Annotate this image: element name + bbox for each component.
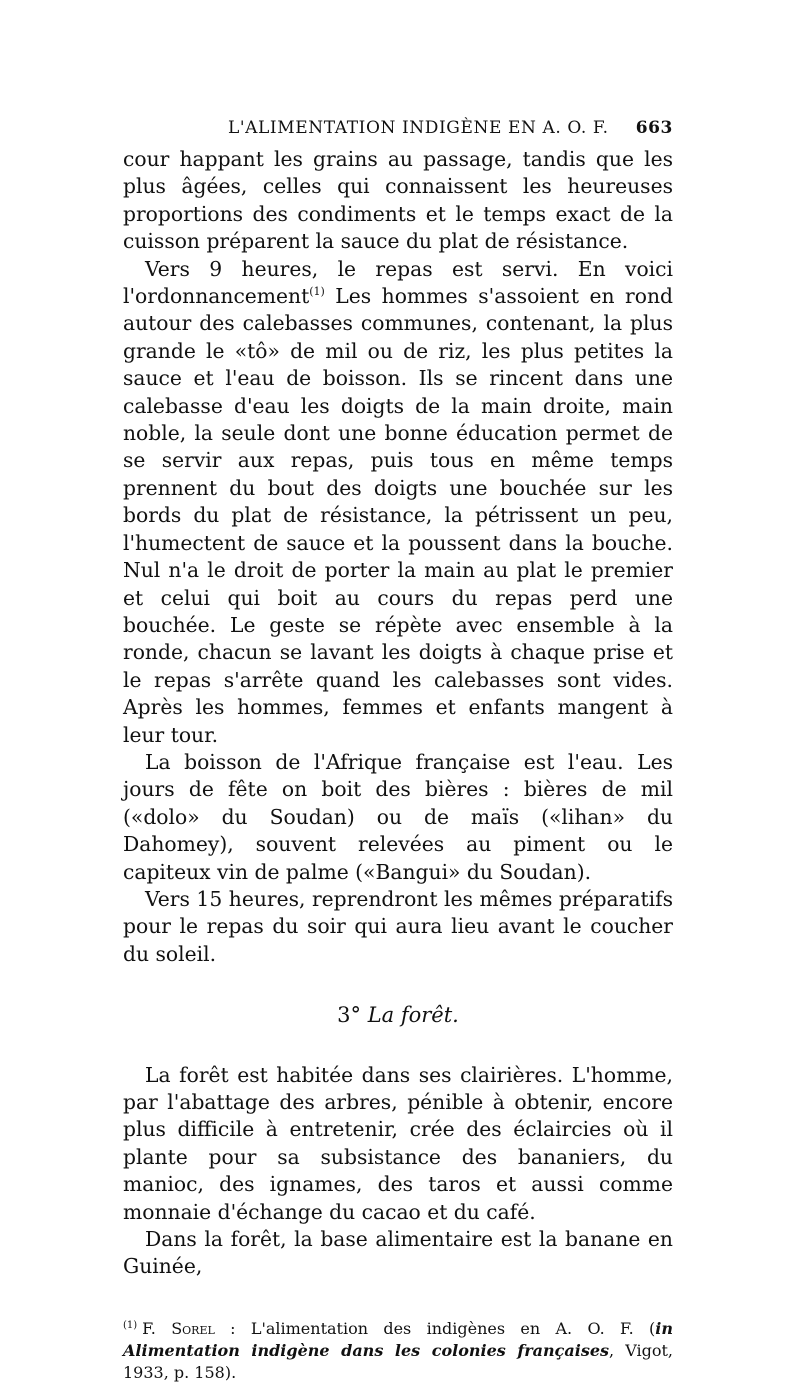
page xyxy=(123,112,673,1384)
paragraph-2 xyxy=(123,256,673,749)
paragraph-4: Vers 15 heures, reprendront les mêmes préparatifs pour le repas du soir qui aura lieu avant le coucher du soleil. xyxy=(123,886,673,966)
paragraph-2-rest: Les hommes s'assoient en rond autour des calebasses communes, contenant, la plus grande le «tô» de mil ou de riz, les plus petites la sauce et l'eau de boisson. Ils se rincent dans une calebasse d'eau les doigts de la main droite, main noble, la seule dont une bonne éducation permet de se servir aux repas, puis tous en même temps prennent du bout des doigts une bouchée sur les bords du plat de résistance, la pétrissent un peu, l'humectent de sauce et la poussent dans la bouche. Nul n'a le droit de porter la main au plat le premier et celui qui boit au cours du repas perd une bouchée. Le geste se répète avec ensemble à la ronde, chacun se lavant les doigts à chaque prise et le repas s'arrête quand les calebasses sont vides. Après les hommes, femmes et enfants mangent à leur tour. xyxy=(123,284,673,747)
body-text xyxy=(123,146,673,1281)
footnote-mark: (1) xyxy=(123,1319,138,1331)
section-title: La forêt. xyxy=(367,1003,459,1028)
paragraph-6: Dans la forêt, la base alimentaire est la banane en Guinée, xyxy=(123,1227,673,1279)
page-number: 663 xyxy=(635,118,673,138)
footnote-source: in Alimentation indigène dans les colonies françaises xyxy=(123,1318,673,1360)
section-heading xyxy=(123,1002,673,1029)
paragraph-2-start: Vers 9 heures, le repas est servi. En voici l'ordonnancement xyxy=(123,256,673,309)
paragraph-5: La forêt est habitée dans ses clairières. L'homme, par l'abattage des arbres, pénible à obtenir, encore plus difficile à entretenir, crée des éclaircies où il plante pour sa subsistance des bananiers, du manioc, des ignames, des taros et aussi comme monnaie d'échange du cacao et du café. xyxy=(123,1062,673,1224)
footnote-reference[interactable]: (1) xyxy=(309,285,325,299)
footnote-title: : L'alimentation des indigènes en A. O. F. ( xyxy=(214,1318,656,1338)
footnote-publisher: , Vigot, 1933, p. 158). xyxy=(123,1340,673,1382)
section-number: 3° xyxy=(337,1003,362,1028)
footnote-author: F. Sorel xyxy=(142,1318,215,1338)
paragraph-3: La boisson de l'Afrique française est l'eau. Les jours de fête on boit des bières : bières de mil («dolo» du Soudan) ou de maïs («lihan» du Dahomey), souvent relevées au piment ou le capiteux vin de palme («Bangui» du Soudan). xyxy=(123,749,673,884)
running-title: L'ALIMENTATION INDIGÈNE EN A. O. F. xyxy=(228,118,609,138)
paragraph-1: cour happant les grains au passage, tandis que les plus âgées, celles qui connaissent les heureuses proportions des condiments et le temps exact de la cuisson préparent la sauce du plat de résistance. xyxy=(123,147,673,254)
running-head xyxy=(123,112,673,146)
footnote xyxy=(123,1315,673,1384)
